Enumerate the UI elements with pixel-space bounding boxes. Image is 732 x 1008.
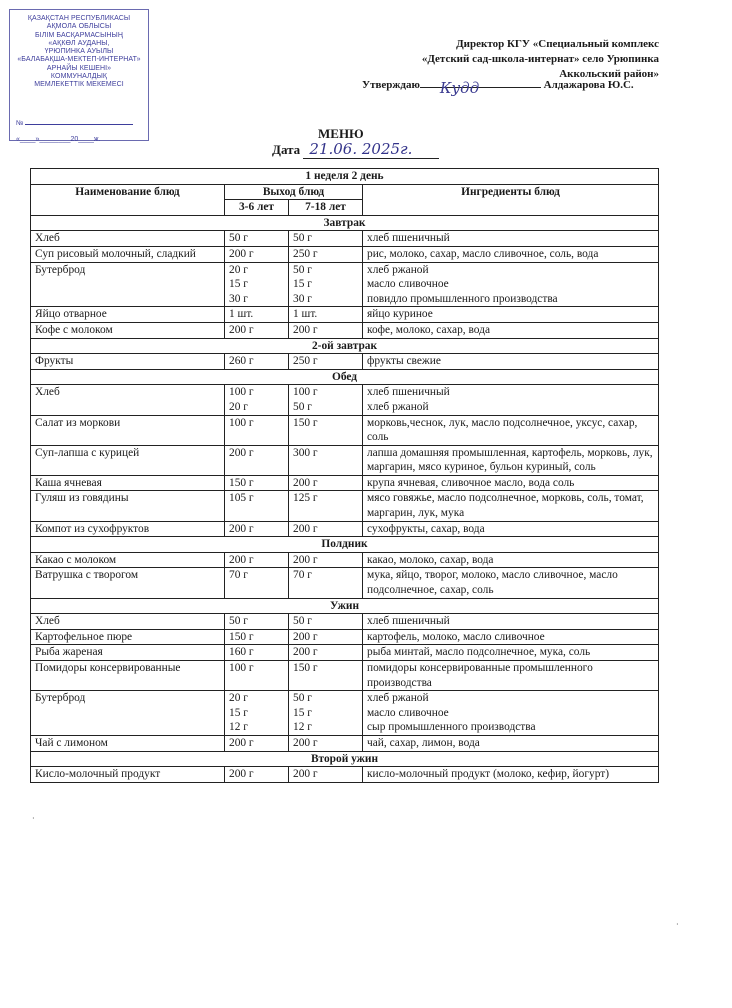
ingredients: мука, яйцо, творог, молоко, масло сливочное, масло подсолнечное, сахар, соль (363, 568, 659, 598)
table-row (31, 385, 659, 415)
official-stamp (9, 9, 149, 141)
dish-name: Суп-лапша с курицей (31, 445, 225, 475)
age-3-6-header: 3-6 лет (225, 200, 289, 216)
age-7-18-header: 7-18 лет (289, 200, 363, 216)
ingredients: чай, сахар, лимон, вода (363, 735, 659, 751)
approval-line (362, 79, 634, 97)
ingredients: хлеб ржаной масло сливочное повидло промышленного производства (363, 262, 659, 307)
ingredients: хлеб пшеничный хлеб ржаной (363, 385, 659, 415)
ingredients: какао, молоко, сахар, вода (363, 552, 659, 568)
portion-3-6: 260 г (225, 354, 289, 370)
table-row (31, 322, 659, 338)
dish-name: Какао с молоком (31, 552, 225, 568)
dish-name: Бутерброд (31, 262, 225, 307)
portion-7-18: 250 г (289, 246, 363, 262)
dish-name: Помидоры консервированные (31, 661, 225, 691)
signature-line (420, 79, 541, 97)
table-row (31, 629, 659, 645)
portion-7-18: 200 г (289, 322, 363, 338)
stamp-line: ҚАЗАҚСТАН РЕСПУБЛИКАСЫ (27, 15, 131, 22)
ingredients: хлеб пшеничный (363, 231, 659, 247)
stamp-date-line: «____»________20____ж. (16, 136, 101, 143)
portion-3-6: 1 шт. (225, 307, 289, 323)
dish-name: Кисло-молочный продукт (31, 767, 225, 783)
director-line-1: Директор КГУ «Специальный комплекс (456, 38, 659, 50)
portion-3-6: 100 г (225, 415, 289, 445)
dish-name: Рыба жареная (31, 645, 225, 661)
portion-7-18: 200 г (289, 475, 363, 491)
speck: · (676, 920, 679, 929)
ingredients: хлеб ржаной масло сливочное сыр промышленного производства (363, 691, 659, 736)
table-row (31, 415, 659, 445)
portion-7-18: 70 г (289, 568, 363, 598)
portion-3-6: 200 г (225, 767, 289, 783)
ingredients: картофель, молоко, масло сливочное (363, 629, 659, 645)
table-row (31, 262, 659, 307)
section-title: Обед (31, 369, 659, 385)
ingredients: кисло-молочный продукт (молоко, кефир, йогурт) (363, 767, 659, 783)
dish-name: Бутерброд (31, 691, 225, 736)
stamp-line: БІЛІМ БАСҚАРМАСЫНЫҢ (34, 31, 123, 39)
table-row (31, 246, 659, 262)
dish-name: Хлеб (31, 231, 225, 247)
table-row (31, 614, 659, 630)
dish-name: Яйцо отварное (31, 307, 225, 323)
portion-3-6: 100 г 20 г (225, 385, 289, 415)
section-title: 2-ой завтрак (31, 338, 659, 354)
section-title: Второй ужин (31, 751, 659, 767)
stamp-line: МЕМЛЕКЕТТІК МЕКЕМЕСІ (34, 81, 124, 89)
director-line-2: «Детский сад-школа-интернат» село Урюпинка (421, 52, 659, 65)
director-header (299, 37, 659, 81)
stamp-line: АРНАЙЫ КЕШЕНІ» (46, 64, 112, 72)
portion-7-18: 125 г (289, 491, 363, 521)
portion-3-6: 105 г (225, 491, 289, 521)
menu-table-body (31, 215, 659, 782)
ingredients: крупа ячневая, сливочное масло, вода соль (363, 475, 659, 491)
approver-name: Алдажарова Ю.С. (543, 79, 634, 91)
portion-3-6: 50 г (225, 231, 289, 247)
table-row (31, 735, 659, 751)
section-title: Завтрак (31, 215, 659, 231)
portion-3-6: 50 г (225, 614, 289, 630)
table-row (31, 307, 659, 323)
table-row (31, 475, 659, 491)
dish-name: Кофе с молоком (31, 322, 225, 338)
director-line-3: Аккольский район» (559, 67, 659, 80)
dish-name: Салат из моркови (31, 415, 225, 445)
portion-7-18: 250 г (289, 354, 363, 370)
ingredients: хлеб пшеничный (363, 614, 659, 630)
table-row (31, 521, 659, 537)
dish-name: Картофельное пюре (31, 629, 225, 645)
section-title: Ужин (31, 598, 659, 614)
ingredients: рыба минтай, масло подсолнечное, мука, соль (363, 645, 659, 661)
portion-3-6: 200 г (225, 552, 289, 568)
dish-column-header: Наименование блюд (31, 184, 225, 215)
dish-name: Чай с лимоном (31, 735, 225, 751)
dish-name: Хлеб (31, 614, 225, 630)
section-row (31, 751, 659, 767)
portion-7-18: 50 г 15 г 30 г (289, 262, 363, 307)
portion-7-18: 200 г (289, 735, 363, 751)
stamp-line: ҮРЮПИНКА АУЫЛЫ (44, 48, 114, 56)
ingredients-column-header: Ингредиенты блюд (363, 184, 659, 215)
table-row (31, 491, 659, 521)
section-title: Полдник (31, 537, 659, 553)
ingredients: яйцо куриное (363, 307, 659, 323)
stamp-line: «АҚКӨЛ АУДАНЫ, (48, 39, 110, 47)
portion-3-6: 160 г (225, 645, 289, 661)
ingredients: морковь,чеснок, лук, масло подсолнечное, уксус, сахар, соль (363, 415, 659, 445)
stamp-line: КОММУНАЛДЫҚ (50, 73, 108, 81)
portion-7-18: 200 г (289, 521, 363, 537)
dish-name: Суп рисовый молочный, сладкий (31, 246, 225, 262)
approve-label: Утверждаю (362, 79, 420, 91)
portion-7-18: 200 г (289, 552, 363, 568)
section-row (31, 369, 659, 385)
stamp-number-line: № (16, 120, 144, 128)
portion-7-18: 150 г (289, 415, 363, 445)
ingredients: рис, молоко, сахар, масло сливочное, соль, вода (363, 246, 659, 262)
dish-name: Хлеб (31, 385, 225, 415)
menu-table (30, 168, 659, 783)
portion-7-18: 1 шт. (289, 307, 363, 323)
table-row (31, 661, 659, 691)
ingredients: фрукты свежие (363, 354, 659, 370)
portion-3-6: 70 г (225, 568, 289, 598)
ingredients: лапша домашняя промышленная, картофель, морковь, лук, маргарин, мясо куриное, бульон куриный, соль (363, 445, 659, 475)
dish-name: Каша ячневая (31, 475, 225, 491)
dish-name: Компот из сухофруктов (31, 521, 225, 537)
portion-7-18: 150 г (289, 661, 363, 691)
section-row (31, 598, 659, 614)
table-row (31, 691, 659, 736)
ingredients: кофе, молоко, сахар, вода (363, 322, 659, 338)
section-row (31, 338, 659, 354)
ingredients: мясо говяжье, масло подсолнечное, морковь, соль, томат, маргарин, лук, мука (363, 491, 659, 521)
portion-7-18: 100 г 50 г (289, 385, 363, 415)
dish-name: Фрукты (31, 354, 225, 370)
portion-7-18: 50 г 15 г 12 г (289, 691, 363, 736)
stamp-text (10, 15, 148, 90)
week-day-header: 1 неделя 2 день (31, 169, 659, 185)
portion-7-18: 50 г (289, 614, 363, 630)
output-column-header: Выход блюд (225, 184, 363, 200)
date-value: 21.06. 2025г. (303, 140, 439, 159)
table-row (31, 445, 659, 475)
dish-name: Гуляш из говядины (31, 491, 225, 521)
table-row (31, 231, 659, 247)
portion-3-6: 20 г 15 г 30 г (225, 262, 289, 307)
portion-7-18: 200 г (289, 629, 363, 645)
table-row (31, 354, 659, 370)
portion-3-6: 200 г (225, 735, 289, 751)
table-row (31, 568, 659, 598)
date-line (272, 140, 439, 159)
signature: Кудд (439, 79, 480, 97)
portion-7-18: 50 г (289, 231, 363, 247)
stamp-line: «БАЛАБАҚША-МЕКТЕП-ИНТЕРНАТ» (17, 56, 141, 64)
stamp-line: АҚМОЛА ОБЛЫСЫ (46, 23, 112, 31)
portion-7-18: 300 г (289, 445, 363, 475)
portion-3-6: 20 г 15 г 12 г (225, 691, 289, 736)
portion-3-6: 200 г (225, 445, 289, 475)
portion-3-6: 200 г (225, 521, 289, 537)
portion-7-18: 200 г (289, 645, 363, 661)
portion-7-18: 200 г (289, 767, 363, 783)
ingredients: сухофрукты, сахар, вода (363, 521, 659, 537)
portion-3-6: 100 г (225, 661, 289, 691)
portion-3-6: 150 г (225, 475, 289, 491)
table-row (31, 552, 659, 568)
page-title: МЕНЮ (318, 126, 364, 141)
table-row (31, 645, 659, 661)
section-row (31, 537, 659, 553)
section-row (31, 215, 659, 231)
date-label: Дата (272, 142, 301, 157)
table-row (31, 767, 659, 783)
portion-3-6: 200 г (225, 246, 289, 262)
speck: · (32, 814, 35, 823)
portion-3-6: 150 г (225, 629, 289, 645)
portion-3-6: 200 г (225, 322, 289, 338)
ingredients: помидоры консервированные промышленного производства (363, 661, 659, 691)
dish-name: Ватрушка с творогом (31, 568, 225, 598)
